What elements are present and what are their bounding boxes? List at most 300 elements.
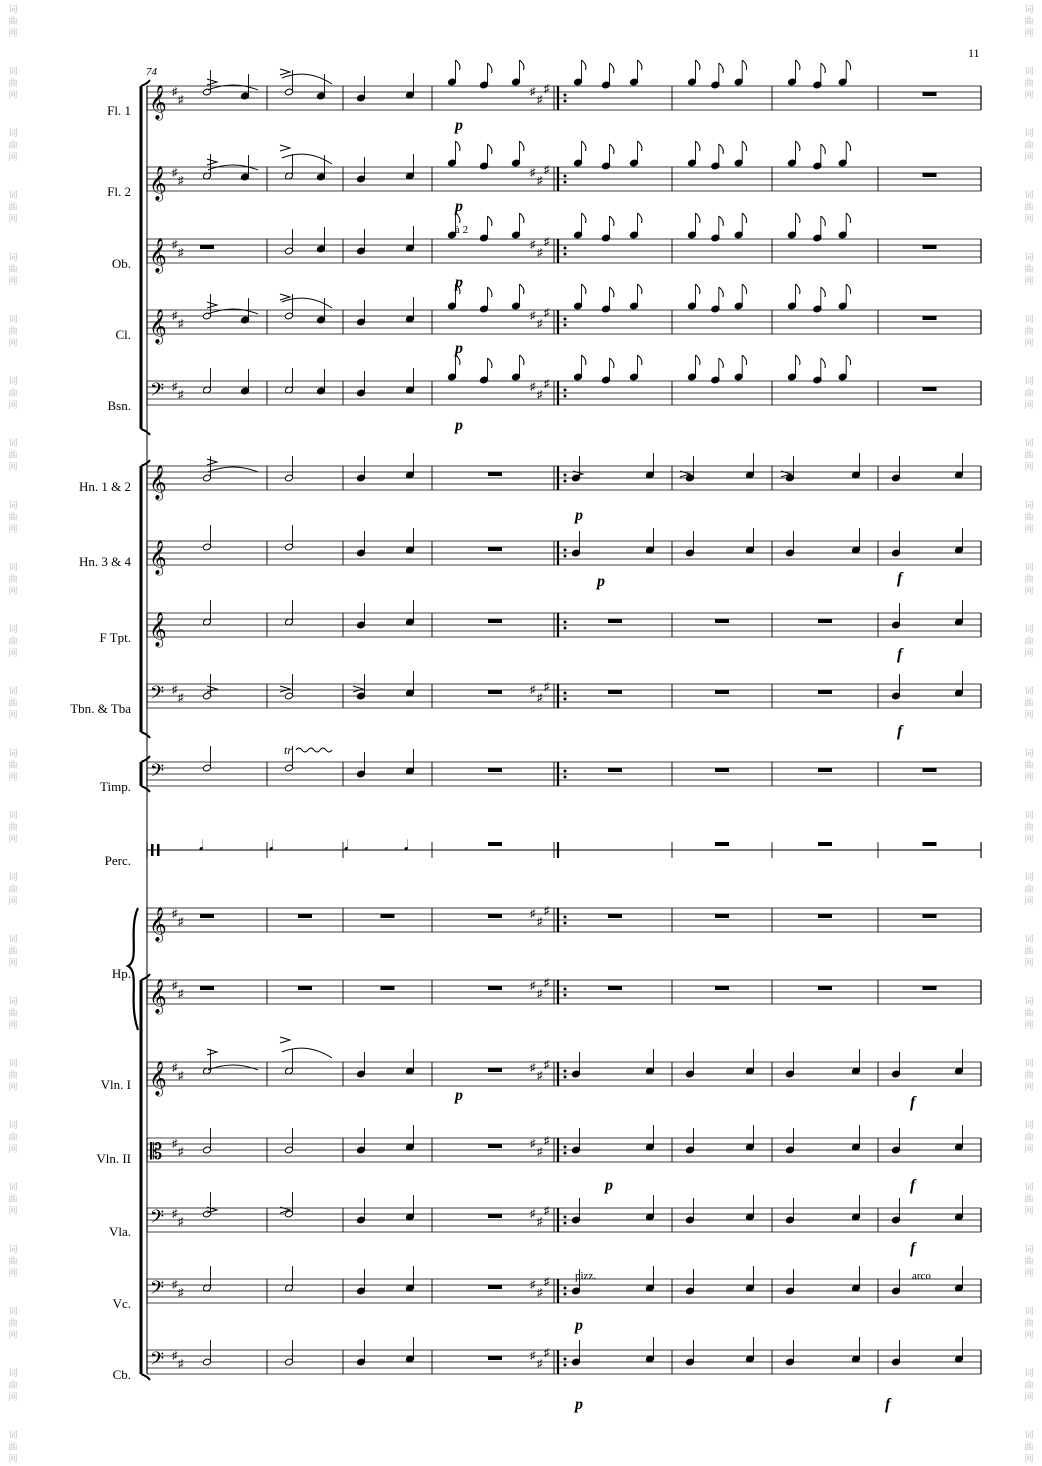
- repeat-dot: [564, 698, 567, 701]
- flag: [796, 60, 801, 70]
- sharp: ♯: [530, 239, 536, 251]
- bracket-hook: [141, 732, 150, 738]
- sharp: ♯: [172, 167, 178, 179]
- watermark-text: 词 曲 网: [1024, 377, 1034, 411]
- bass-clef: 𝄢: [150, 1206, 165, 1231]
- dynamic-p: p: [455, 117, 463, 134]
- sharp: ♯: [178, 1287, 184, 1299]
- flag: [582, 60, 587, 70]
- treble-clef: 𝄞: [149, 908, 167, 941]
- accent: [207, 459, 217, 465]
- perc-clef: [157, 844, 160, 856]
- flag: [742, 141, 747, 151]
- sharp: ♯: [544, 1347, 550, 1359]
- watermark-text: 词 曲 网: [8, 873, 18, 907]
- slur: [282, 1048, 332, 1058]
- repeat-dot: [564, 1293, 567, 1296]
- page-number: 11: [968, 46, 980, 60]
- sharp: ♯: [172, 239, 178, 251]
- watermark-text: 词 曲 网: [1024, 625, 1034, 659]
- instrument-label: Ob.: [111, 256, 131, 271]
- sharp: ♯: [544, 681, 550, 693]
- dynamic-f: f: [910, 1094, 916, 1111]
- repeat-dot: [564, 1287, 567, 1290]
- trill-mark: tr: [284, 743, 293, 757]
- repeat-dot: [564, 395, 567, 398]
- watermark-text: 词 曲 网: [8, 997, 18, 1031]
- flag: [742, 213, 747, 223]
- sharp: ♯: [530, 167, 536, 179]
- sharp: ♯: [537, 1070, 543, 1082]
- repeat-dot: [564, 324, 567, 327]
- slur: [208, 165, 258, 170]
- sharp: ♯: [172, 86, 178, 98]
- accent: [207, 1049, 217, 1055]
- repeat-dot: [564, 994, 567, 997]
- instrument-label: Bsn.: [107, 398, 131, 413]
- watermark-text: 词 曲 网: [1024, 997, 1034, 1031]
- sharp: ♯: [544, 1059, 550, 1071]
- watermark-text: 词 曲 网: [8, 315, 18, 349]
- sharp: ♯: [530, 310, 536, 322]
- whole-rest: [488, 472, 502, 476]
- instrument-label: Vln. I: [100, 1077, 131, 1092]
- whole-rest: [298, 986, 312, 990]
- repeat-dot: [564, 175, 567, 178]
- sharp: ♯: [530, 980, 536, 992]
- flag: [638, 284, 643, 294]
- repeat-dot: [564, 988, 567, 991]
- whole-rest: [818, 842, 832, 846]
- dynamic-p: p: [575, 1396, 583, 1413]
- marking-a2: à 2: [455, 224, 469, 236]
- flag: [719, 63, 724, 73]
- whole-rest: [818, 619, 832, 623]
- perc-note: 𝅘𝅥: [199, 839, 204, 854]
- whole-rest: [488, 1068, 502, 1072]
- treble-clef: 𝄞: [149, 310, 167, 343]
- watermark-text: 词 曲 网: [1024, 129, 1034, 163]
- repeat-dot: [564, 474, 567, 477]
- repeat-dot: [564, 1364, 567, 1367]
- sharp: ♯: [544, 378, 550, 390]
- watermark-text: 词 曲 网: [8, 811, 18, 845]
- slur: [208, 1065, 258, 1070]
- watermark-text: 词 曲 网: [8, 935, 18, 969]
- flag: [846, 284, 851, 294]
- whole-rest: [715, 619, 729, 623]
- watermark-text: 词 曲 网: [1024, 253, 1034, 287]
- watermark-text: 词 曲 网: [8, 377, 18, 411]
- watermark-text: 词 曲 网: [1024, 1183, 1034, 1217]
- dynamic-f: f: [897, 570, 903, 587]
- repeat-dot: [564, 692, 567, 695]
- sharp: ♯: [530, 86, 536, 98]
- bass-clef: 𝄢: [150, 1348, 165, 1373]
- whole-rest: [715, 768, 729, 772]
- whole-rest: [818, 914, 832, 918]
- whole-rest: [200, 986, 214, 990]
- flag: [796, 284, 801, 294]
- repeat-dot: [564, 1222, 567, 1225]
- flag: [520, 141, 525, 151]
- whole-rest: [488, 914, 502, 918]
- bass-clef: 𝄢: [150, 379, 165, 404]
- whole-rest: [715, 690, 729, 694]
- sharp: ♯: [537, 1146, 543, 1158]
- repeat-dot: [564, 480, 567, 483]
- treble-clef: 𝄞: [149, 239, 167, 272]
- flag: [742, 284, 747, 294]
- flag: [821, 287, 826, 297]
- watermark-text: 词 曲 网: [1024, 1307, 1034, 1341]
- flag: [796, 213, 801, 223]
- dynamic-p: p: [455, 274, 463, 291]
- sharp: ♯: [172, 1138, 178, 1150]
- repeat-dot: [564, 318, 567, 321]
- flag: [638, 141, 643, 151]
- bracket-hook: [141, 756, 150, 762]
- flag: [719, 144, 724, 154]
- watermark-text: 词 曲 网: [1024, 67, 1034, 101]
- sharp: ♯: [544, 905, 550, 917]
- sharp: ♯: [178, 94, 184, 106]
- sharp: ♯: [530, 1279, 536, 1291]
- whole-rest: [923, 316, 937, 320]
- repeat-dot: [564, 621, 567, 624]
- watermark-text: 词 曲 网: [8, 253, 18, 287]
- accent: [207, 302, 217, 308]
- whole-rest: [715, 986, 729, 990]
- repeat-dot: [564, 916, 567, 919]
- flag: [796, 141, 801, 151]
- flag: [582, 141, 587, 151]
- sharp: ♯: [537, 1287, 543, 1299]
- sharp: ♯: [544, 164, 550, 176]
- whole-rest: [488, 768, 502, 772]
- watermark-text: 词 曲 网: [8, 1059, 18, 1093]
- sharp: ♯: [530, 1138, 536, 1150]
- sharp: ♯: [530, 1062, 536, 1074]
- repeat-dot: [564, 1216, 567, 1219]
- sharp: ♯: [172, 1350, 178, 1362]
- watermark-text: 词 曲 网: [1024, 315, 1034, 349]
- watermark-text: 词 曲 网: [8, 129, 18, 163]
- repeat-dot: [564, 770, 567, 773]
- sharp: ♯: [178, 692, 184, 704]
- watermark-text: 词 曲 网: [8, 1431, 18, 1465]
- flag: [846, 213, 851, 223]
- repeat-dot: [564, 253, 567, 256]
- sharp: ♯: [530, 908, 536, 920]
- flag: [488, 358, 493, 368]
- flag: [638, 60, 643, 70]
- flag: [456, 141, 461, 151]
- repeat-dot: [564, 1146, 567, 1149]
- instrument-label: Hn. 3 & 4: [79, 554, 131, 569]
- watermark-text: 词 曲 网: [8, 191, 18, 225]
- flag: [846, 141, 851, 151]
- perc-note: 𝅘𝅥: [404, 839, 409, 854]
- bass-clef: 𝄢: [150, 760, 165, 785]
- flag: [488, 287, 493, 297]
- treble-clef: 𝄞: [149, 1062, 167, 1095]
- flag: [719, 358, 724, 368]
- dynamic-p: p: [455, 417, 463, 434]
- flag: [638, 355, 643, 365]
- watermark-text: 词 曲 网: [1024, 5, 1034, 39]
- dynamic-f: f: [910, 1177, 916, 1194]
- bass-clef: 𝄢: [150, 1277, 165, 1302]
- treble-clef: 𝄞: [149, 980, 167, 1013]
- accent: [207, 79, 217, 85]
- watermark-text: 词 曲 网: [1024, 1121, 1034, 1155]
- watermark-text: 词 曲 网: [8, 1307, 18, 1341]
- instrument-label: Cb.: [112, 1367, 131, 1382]
- accent: [280, 145, 290, 151]
- whole-rest: [923, 842, 937, 846]
- flag: [520, 355, 525, 365]
- dynamic-p: p: [605, 1177, 613, 1194]
- instrument-label: Fl. 1: [107, 103, 131, 118]
- accent: [353, 686, 363, 692]
- repeat-dot: [564, 389, 567, 392]
- sharp: ♯: [178, 916, 184, 928]
- sharp: ♯: [178, 1216, 184, 1228]
- bracket-hook: [141, 1374, 150, 1380]
- whole-rest: [381, 914, 395, 918]
- sharp: ♯: [172, 310, 178, 322]
- repeat-dot: [564, 627, 567, 630]
- instrument-label: Timp.: [100, 779, 131, 794]
- slur: [208, 467, 258, 472]
- treble-clef: 𝄞: [149, 613, 167, 646]
- whole-rest: [200, 914, 214, 918]
- whole-rest: [818, 986, 832, 990]
- watermark-text: 词 曲 网: [8, 1183, 18, 1217]
- instrument-label: Cl.: [115, 327, 131, 342]
- watermark-text: 词 曲 网: [1024, 1369, 1034, 1403]
- whole-rest: [608, 619, 622, 623]
- whole-rest: [608, 768, 622, 772]
- sharp: ♯: [544, 307, 550, 319]
- repeat-dot: [564, 247, 567, 250]
- accent: [280, 1037, 290, 1043]
- alto-clef: 𝄡: [150, 1139, 163, 1164]
- flag: [488, 144, 493, 154]
- sharp: ♯: [530, 381, 536, 393]
- watermark-text: 词 曲 网: [1024, 687, 1034, 721]
- treble-clef: 𝄞: [149, 167, 167, 200]
- whole-rest: [923, 768, 937, 772]
- whole-rest: [923, 92, 937, 96]
- sharp: ♯: [172, 980, 178, 992]
- whole-rest: [923, 245, 937, 249]
- sharp: ♯: [537, 389, 543, 401]
- flag: [696, 284, 701, 294]
- whole-rest: [715, 842, 729, 846]
- watermark-text: 词 曲 网: [8, 501, 18, 535]
- flag: [610, 216, 615, 226]
- whole-rest: [200, 245, 214, 249]
- sharp: ♯: [537, 988, 543, 1000]
- instrument-label: Hp.: [111, 966, 131, 981]
- sharp: ♯: [544, 977, 550, 989]
- whole-rest: [488, 690, 502, 694]
- flag: [610, 144, 615, 154]
- watermark-text: 词 曲 网: [1024, 563, 1034, 597]
- bracket-hook: [141, 786, 150, 792]
- perc-note: 𝅘𝅥: [344, 839, 349, 854]
- sharp: ♯: [172, 381, 178, 393]
- accent: [207, 159, 217, 165]
- flag: [821, 144, 826, 154]
- flag: [638, 213, 643, 223]
- whole-rest: [923, 914, 937, 918]
- watermark-text: 词 曲 网: [8, 563, 18, 597]
- watermark-text: 词 曲 网: [8, 687, 18, 721]
- whole-rest: [608, 914, 622, 918]
- instrument-label: Fl. 2: [107, 184, 131, 199]
- flag: [821, 63, 826, 73]
- sharp: ♯: [172, 1062, 178, 1074]
- repeat-dot: [564, 1358, 567, 1361]
- harp-brace: [128, 908, 138, 1030]
- flag: [488, 216, 493, 226]
- dynamic-f: f: [885, 1396, 891, 1413]
- flag: [696, 355, 701, 365]
- flag: [582, 284, 587, 294]
- sharp: ♯: [544, 1205, 550, 1217]
- flag: [610, 63, 615, 73]
- flag: [696, 60, 701, 70]
- flag: [488, 63, 493, 73]
- perc-clef: [151, 844, 154, 856]
- instrument-label: F Tpt.: [99, 630, 131, 645]
- watermark-text: 词 曲 网: [1024, 501, 1034, 535]
- repeat-dot: [564, 555, 567, 558]
- flag: [582, 355, 587, 365]
- watermark-text: 词 曲 网: [1024, 191, 1034, 225]
- flag: [582, 213, 587, 223]
- whole-rest: [381, 986, 395, 990]
- treble-clef: 𝄞: [149, 86, 167, 119]
- sharp: ♯: [178, 1146, 184, 1158]
- whole-rest: [488, 842, 502, 846]
- flag: [696, 213, 701, 223]
- marking-pizz: pizz.: [575, 1270, 597, 1282]
- trill-line: [296, 748, 332, 752]
- dynamic-p: p: [455, 340, 463, 357]
- whole-rest: [488, 1144, 502, 1148]
- whole-rest: [488, 986, 502, 990]
- repeat-dot: [564, 776, 567, 779]
- dynamic-f: f: [897, 646, 903, 663]
- flag: [796, 355, 801, 365]
- instrument-label: Vla.: [108, 1224, 131, 1239]
- watermark-text: 词 曲 网: [8, 439, 18, 473]
- sharp: ♯: [530, 684, 536, 696]
- sharp: ♯: [178, 318, 184, 330]
- sharp: ♯: [178, 988, 184, 1000]
- sharp: ♯: [537, 318, 543, 330]
- dynamic-p: p: [455, 1087, 463, 1104]
- sharp: ♯: [530, 1350, 536, 1362]
- dynamic-p: p: [455, 198, 463, 215]
- sharp: ♯: [537, 916, 543, 928]
- accent: [280, 294, 290, 300]
- sharp: ♯: [178, 175, 184, 187]
- marking-arco: arco: [912, 1270, 931, 1282]
- watermark-text: 词 曲 网: [1024, 935, 1034, 969]
- repeat-dot: [564, 1152, 567, 1155]
- flag: [696, 141, 701, 151]
- instrument-label: Perc.: [104, 853, 131, 868]
- dynamic-f: f: [897, 723, 903, 740]
- instrument-label: Hn. 1 & 2: [79, 479, 131, 494]
- sharp: ♯: [178, 1070, 184, 1082]
- watermark-text: 词 曲 网: [8, 1369, 18, 1403]
- flag: [719, 287, 724, 297]
- whole-rest: [488, 547, 502, 551]
- dynamic-p: p: [575, 507, 583, 524]
- watermark-text: 词 曲 网: [8, 1245, 18, 1279]
- repeat-dot: [564, 181, 567, 184]
- watermark-text: 词 曲 网: [8, 5, 18, 39]
- repeat-dot: [564, 94, 567, 97]
- flag: [610, 287, 615, 297]
- flag: [846, 60, 851, 70]
- perc-note: 𝅘𝅥: [269, 839, 274, 854]
- watermark-text: 词 曲 网: [1024, 749, 1034, 783]
- flag: [846, 355, 851, 365]
- sharp: ♯: [537, 1358, 543, 1370]
- sharp: ♯: [172, 1279, 178, 1291]
- accent: [280, 69, 290, 75]
- sharp: ♯: [544, 1135, 550, 1147]
- watermark-text: 词 曲 网: [1024, 439, 1034, 473]
- whole-rest: [923, 173, 937, 177]
- bass-clef: 𝄢: [150, 682, 165, 707]
- watermark-text: 词 曲 网: [8, 67, 18, 101]
- sharp: ♯: [544, 83, 550, 95]
- repeat-dot: [564, 1076, 567, 1079]
- watermark-text: 词 曲 网: [8, 625, 18, 659]
- dynamic-p: p: [597, 573, 605, 590]
- dynamic-p: p: [575, 1317, 583, 1334]
- whole-rest: [608, 986, 622, 990]
- watermark-text: 词 曲 网: [1024, 811, 1034, 845]
- sharp: ♯: [172, 1208, 178, 1220]
- whole-rest: [608, 690, 622, 694]
- whole-rest: [298, 914, 312, 918]
- flag: [520, 60, 525, 70]
- watermark-text: 词 曲 网: [8, 1121, 18, 1155]
- whole-rest: [923, 986, 937, 990]
- whole-rest: [488, 1356, 502, 1360]
- watermark-text: 词 曲 网: [1024, 1059, 1034, 1093]
- sharp: ♯: [544, 236, 550, 248]
- repeat-dot: [564, 1070, 567, 1073]
- whole-rest: [923, 387, 937, 391]
- dynamic-f: f: [910, 1240, 916, 1257]
- treble-clef: 𝄞: [149, 541, 167, 574]
- sharp: ♯: [172, 908, 178, 920]
- flag: [520, 284, 525, 294]
- watermark-text: 词 曲 网: [8, 749, 18, 783]
- sharp: ♯: [530, 1208, 536, 1220]
- sharp: ♯: [178, 1358, 184, 1370]
